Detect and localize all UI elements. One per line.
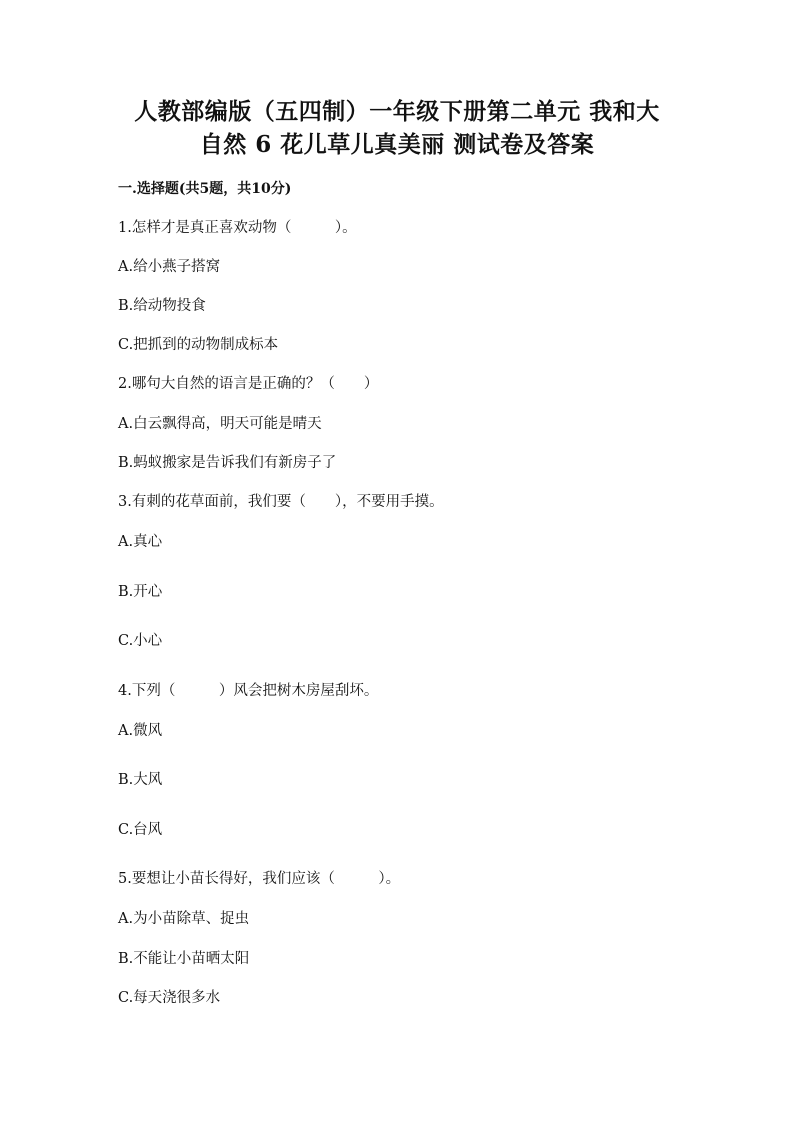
- question-4-option-c: C.台风: [118, 822, 163, 838]
- question-1-option-c: C.把抓到的动物制成标本: [118, 337, 279, 353]
- question-3-stem: 3.有刺的花草面前，我们要（ ），不要用手摸。: [118, 494, 444, 510]
- question-5-option-b: B.不能让小苗晒太阳: [118, 951, 250, 967]
- question-4-option-a: A.微风: [118, 723, 163, 739]
- section-heading: 一.选择题(共5题，共10分): [118, 181, 292, 197]
- question-3-option-c: C.小心: [118, 633, 163, 649]
- question-2-option-b: B.蚂蚁搬家是告诉我们有新房子了: [118, 455, 337, 471]
- question-1-option-b: B.给动物投食: [118, 298, 206, 314]
- question-4-option-b: B.大风: [118, 772, 163, 788]
- question-3-option-b: B.开心: [118, 584, 163, 600]
- question-4-stem: 4.下列（ ）风会把树木房屋刮坏。: [118, 683, 379, 699]
- question-5-option-c: C.每天浇很多水: [118, 990, 221, 1006]
- question-2-stem: 2.哪句大自然的语言是正确的？（ ）: [118, 376, 379, 392]
- question-2-option-a: A.白云飘得高，明天可能是晴天: [118, 416, 322, 432]
- question-1-stem: 1.怎样才是真正喜欢动物（ ）。: [118, 220, 357, 236]
- document-title-line-1: 人教部编版（五四制）一年级下册第二单元 我和大: [134, 98, 660, 125]
- document-title-line-2: 自然 6 花儿草儿真美丽 测试卷及答案: [199, 131, 595, 158]
- question-5-stem: 5.要想让小苗长得好，我们应该（ ）。: [118, 871, 401, 887]
- question-1-option-a: A.给小燕子搭窝: [118, 259, 221, 275]
- question-3-option-a: A.真心: [118, 534, 163, 550]
- question-5-option-a: A.为小苗除草、捉虫: [118, 911, 250, 927]
